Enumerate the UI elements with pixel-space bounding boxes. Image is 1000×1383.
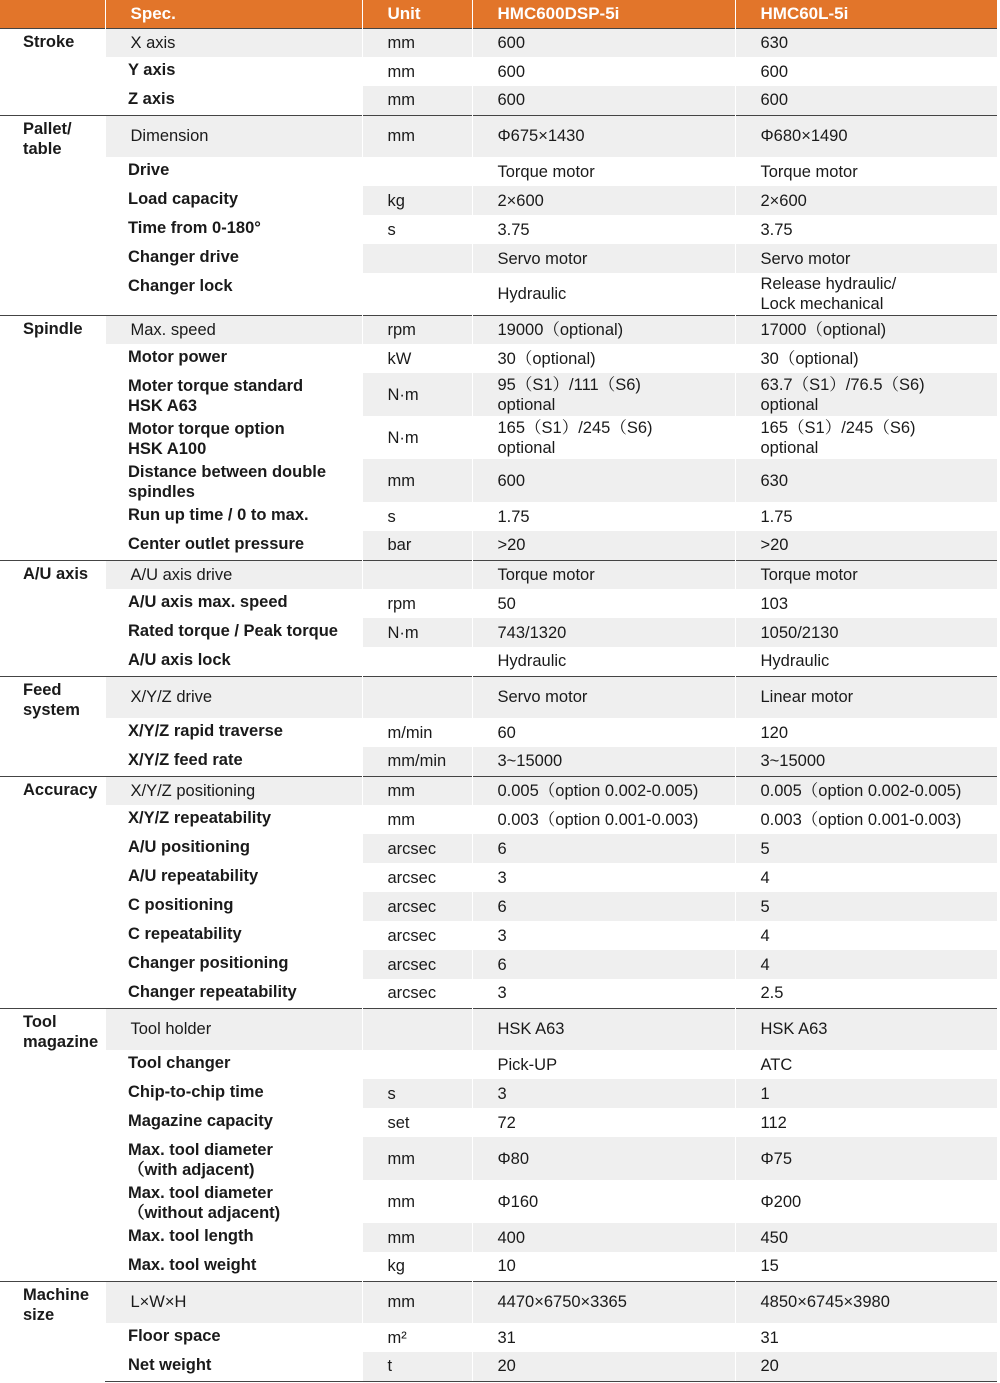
value-cell-model-b: 4 [735,950,997,979]
spec-cell: X axis [105,28,362,57]
spec-cell: Tool changer [105,1050,362,1079]
value-cell-model-b: 4 [735,921,997,950]
value-cell-model-a: 6 [472,892,735,921]
unit-cell: mm [362,115,472,157]
value-cell-model-a: 0.005（option 0.002-0.005) [472,776,735,805]
table-row [0,1180,997,1223]
spec-cell: X/Y/Z positioning [105,776,362,805]
unit-cell: mm [362,805,472,834]
spec-cell: Y axis [105,57,362,86]
value-cell-model-a: Torque motor [472,157,735,186]
spec-cell: Changer repeatability [105,979,362,1008]
table-row [0,676,997,718]
unit-cell: arcsec [362,863,472,892]
value-cell-model-b: 1050/2130 [735,618,997,647]
unit-cell: m² [362,1323,472,1352]
value-cell-model-b: Linear motor [735,676,997,718]
value-cell-model-a: 50 [472,589,735,618]
unit-cell: mm [362,1223,472,1252]
unit-cell: mm [362,1137,472,1180]
value-cell-model-b: Torque motor [735,560,997,589]
value-cell-model-b: 2.5 [735,979,997,1008]
unit-cell: mm [362,86,472,115]
table-row [0,86,997,115]
spec-cell: Moter torque standard HSK A63 [105,373,362,416]
value-cell-model-a: 4470×6750×3365 [472,1281,735,1323]
unit-cell: kW [362,344,472,373]
value-cell-model-a: 743/1320 [472,618,735,647]
value-cell-model-b: Release hydraulic/ Lock mechanical [735,273,997,315]
value-cell-model-b: 112 [735,1108,997,1137]
value-cell-model-b: Servo motor [735,244,997,273]
value-cell-model-b: 630 [735,459,997,502]
spec-cell: Distance between double spindles [105,459,362,502]
table-row [0,459,997,502]
spec-cell: Changer lock [105,273,362,315]
table-row [0,1223,997,1252]
table-row [0,1008,997,1050]
table-row [0,863,997,892]
value-cell-model-a: Φ160 [472,1180,735,1223]
spec-cell: L×W×H [105,1281,362,1323]
table-row [0,647,997,676]
spec-cell: Net weight [105,1352,362,1381]
unit-cell: s [362,215,472,244]
table-row [0,244,997,273]
value-cell-model-b: 5 [735,834,997,863]
table-row [0,502,997,531]
value-cell-model-b: 4 [735,863,997,892]
spec-cell: Max. speed [105,315,362,344]
value-cell-model-a: 60 [472,718,735,747]
value-cell-model-b: Torque motor [735,157,997,186]
spec-cell: Max. tool weight [105,1252,362,1281]
unit-cell: t [362,1352,472,1381]
table-row [0,344,997,373]
value-cell-model-b: 0.003（option 0.001-0.003) [735,805,997,834]
value-cell-model-a: Φ80 [472,1137,735,1180]
spec-cell: Drive [105,157,362,186]
unit-cell: N·m [362,416,472,459]
header-unit: Unit [362,0,472,28]
table-body [0,28,997,1381]
group-label: Feed system [0,676,105,776]
value-cell-model-b: 2×600 [735,186,997,215]
table-row [0,416,997,459]
unit-cell: mm [362,1281,472,1323]
value-cell-model-b: 1.75 [735,502,997,531]
value-cell-model-a: Pick-UP [472,1050,735,1079]
header-model-b: HMC60L-5i [735,0,997,28]
unit-cell: mm [362,459,472,502]
table-row [0,718,997,747]
value-cell-model-a: Servo motor [472,244,735,273]
table-row [0,1352,997,1381]
group-label: Stroke [0,28,105,115]
value-cell-model-a: 600 [472,86,735,115]
unit-cell [362,1050,472,1079]
value-cell-model-b: 600 [735,86,997,115]
header-group [0,0,105,28]
group-label: Accuracy [0,776,105,1008]
spec-cell: Motor torque option HSK A100 [105,416,362,459]
unit-cell: N·m [362,618,472,647]
unit-cell [362,1008,472,1050]
spec-cell: Dimension [105,115,362,157]
table-row [0,1079,997,1108]
value-cell-model-b: 120 [735,718,997,747]
table-row [0,273,997,315]
value-cell-model-a: HSK A63 [472,1008,735,1050]
value-cell-model-a: Φ675×1430 [472,115,735,157]
table-row [0,1323,997,1352]
value-cell-model-a: 3.75 [472,215,735,244]
value-cell-model-a: 20 [472,1352,735,1381]
table-row [0,776,997,805]
unit-cell [362,244,472,273]
spec-cell: X/Y/Z rapid traverse [105,718,362,747]
unit-cell: s [362,1079,472,1108]
spec-cell: A/U repeatability [105,863,362,892]
table-row [0,979,997,1008]
value-cell-model-a: 0.003（option 0.001-0.003) [472,805,735,834]
unit-cell: arcsec [362,892,472,921]
table-row [0,921,997,950]
unit-cell: mm [362,1180,472,1223]
spec-cell: Magazine capacity [105,1108,362,1137]
value-cell-model-b: HSK A63 [735,1008,997,1050]
unit-cell [362,560,472,589]
value-cell-model-a: 600 [472,459,735,502]
value-cell-model-a: 3 [472,863,735,892]
table-row [0,950,997,979]
table-row [0,834,997,863]
spec-cell: A/U axis lock [105,647,362,676]
unit-cell: arcsec [362,950,472,979]
spec-cell: C repeatability [105,921,362,950]
spec-cell: Run up time / 0 to max. [105,502,362,531]
spec-cell: Chip-to-chip time [105,1079,362,1108]
spec-cell: A/U axis drive [105,560,362,589]
unit-cell: s [362,502,472,531]
unit-cell [362,157,472,186]
value-cell-model-a: 400 [472,1223,735,1252]
header-spec: Spec. [105,0,362,28]
unit-cell: mm [362,28,472,57]
spec-cell: Center outlet pressure [105,531,362,560]
spec-cell: Time from 0-180° [105,215,362,244]
value-cell-model-b: 3~15000 [735,747,997,776]
value-cell-model-a: 10 [472,1252,735,1281]
spec-cell: X/Y/Z drive [105,676,362,718]
value-cell-model-a: 72 [472,1108,735,1137]
unit-cell: rpm [362,589,472,618]
value-cell-model-a: 1.75 [472,502,735,531]
table-row [0,1108,997,1137]
unit-cell: kg [362,186,472,215]
unit-cell: bar [362,531,472,560]
value-cell-model-b: 63.7（S1）/76.5（S6) optional [735,373,997,416]
value-cell-model-a: Torque motor [472,560,735,589]
value-cell-model-b: 103 [735,589,997,618]
group-label: Pallet/ table [0,115,105,315]
value-cell-model-a: 165（S1）/245（S6) optional [472,416,735,459]
value-cell-model-b: 0.005（option 0.002-0.005) [735,776,997,805]
value-cell-model-a: Hydraulic [472,273,735,315]
table-row [0,28,997,57]
value-cell-model-a: 3~15000 [472,747,735,776]
table-row [0,589,997,618]
table-row [0,215,997,244]
table-row [0,618,997,647]
value-cell-model-a: >20 [472,531,735,560]
table-row [0,115,997,157]
spec-cell: Rated torque / Peak torque [105,618,362,647]
value-cell-model-b: 1 [735,1079,997,1108]
value-cell-model-b: 30（optional) [735,344,997,373]
unit-cell: N·m [362,373,472,416]
table-row [0,1252,997,1281]
spec-cell: A/U positioning [105,834,362,863]
table-row [0,315,997,344]
table-row [0,892,997,921]
value-cell-model-b: 630 [735,28,997,57]
unit-cell: mm/min [362,747,472,776]
table-header [0,0,997,28]
value-cell-model-b: 31 [735,1323,997,1352]
table-row [0,57,997,86]
spec-cell: Floor space [105,1323,362,1352]
value-cell-model-a: 30（optional) [472,344,735,373]
value-cell-model-a: 600 [472,28,735,57]
value-cell-model-b: Φ200 [735,1180,997,1223]
unit-cell [362,273,472,315]
value-cell-model-b: 15 [735,1252,997,1281]
spec-cell: A/U axis max. speed [105,589,362,618]
value-cell-model-b: 450 [735,1223,997,1252]
value-cell-model-a: Hydraulic [472,647,735,676]
value-cell-model-a: 6 [472,834,735,863]
spec-cell: Z axis [105,86,362,115]
spec-cell: X/Y/Z feed rate [105,747,362,776]
value-cell-model-b: 165（S1）/245（S6) optional [735,416,997,459]
unit-cell: kg [362,1252,472,1281]
table-row [0,747,997,776]
spec-cell: Max. tool diameter （with adjacent) [105,1137,362,1180]
table-row [0,373,997,416]
value-cell-model-a: 2×600 [472,186,735,215]
value-cell-model-a: 3 [472,979,735,1008]
value-cell-model-b: 4850×6745×3980 [735,1281,997,1323]
unit-cell: mm [362,776,472,805]
value-cell-model-b: 17000（optional) [735,315,997,344]
value-cell-model-b: Φ680×1490 [735,115,997,157]
group-label: Tool magazine [0,1008,105,1281]
spec-cell: Max. tool length [105,1223,362,1252]
table-row [0,531,997,560]
value-cell-model-a: 95（S1）/111（S6) optional [472,373,735,416]
unit-cell: rpm [362,315,472,344]
unit-cell: mm [362,57,472,86]
value-cell-model-b: Hydraulic [735,647,997,676]
spec-cell: Changer drive [105,244,362,273]
table-row [0,1281,997,1323]
spec-cell: Load capacity [105,186,362,215]
spec-cell: Tool holder [105,1008,362,1050]
value-cell-model-a: 31 [472,1323,735,1352]
table-row [0,805,997,834]
spec-cell: X/Y/Z repeatability [105,805,362,834]
value-cell-model-b: 20 [735,1352,997,1381]
value-cell-model-a: Servo motor [472,676,735,718]
table-row [0,186,997,215]
unit-cell: arcsec [362,921,472,950]
unit-cell [362,647,472,676]
value-cell-model-a: 3 [472,1079,735,1108]
unit-cell: m/min [362,718,472,747]
value-cell-model-a: 6 [472,950,735,979]
unit-cell: arcsec [362,979,472,1008]
unit-cell: arcsec [362,834,472,863]
table-row [0,1050,997,1079]
value-cell-model-b: 3.75 [735,215,997,244]
group-label: Machine size [0,1281,105,1381]
spec-cell: Max. tool diameter （without adjacent) [105,1180,362,1223]
value-cell-model-a: 3 [472,921,735,950]
spec-cell: Changer positioning [105,950,362,979]
value-cell-model-a: 600 [472,57,735,86]
spec-cell: Motor power [105,344,362,373]
value-cell-model-b: Φ75 [735,1137,997,1180]
value-cell-model-b: >20 [735,531,997,560]
group-label: A/U axis [0,560,105,676]
value-cell-model-b: ATC [735,1050,997,1079]
group-label: Spindle [0,315,105,560]
unit-cell: set [362,1108,472,1137]
value-cell-model-a: 19000（optional) [472,315,735,344]
table-row [0,1137,997,1180]
spec-cell: C positioning [105,892,362,921]
value-cell-model-b: 5 [735,892,997,921]
table-row [0,157,997,186]
value-cell-model-b: 600 [735,57,997,86]
unit-cell [362,676,472,718]
header-model-a: HMC600DSP-5i [472,0,735,28]
table-row [0,560,997,589]
